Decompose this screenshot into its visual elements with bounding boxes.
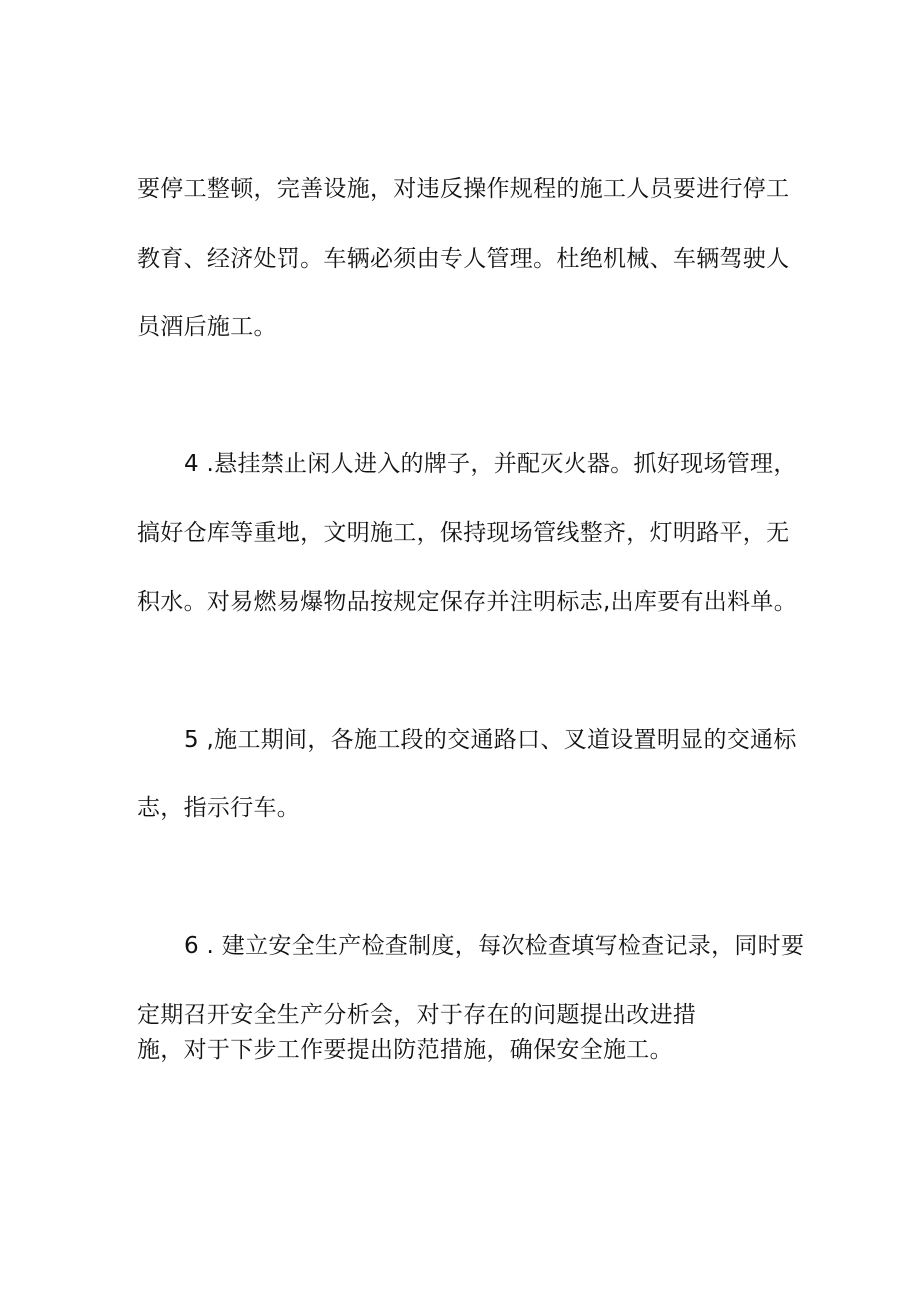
text-line: 施，对于下步工作要提出防范措施，确保安全施工。 — [137, 1037, 673, 1063]
text-line: 积水。对易燃易爆物品按规定保存并注明标志,出库要有出料单。 — [137, 589, 798, 615]
text-line: 要停工整顿，完善设施，对违反操作规程的施工人员要进行停工 — [137, 176, 790, 202]
text-line: 4 .悬挂禁止闲人进入的牌子，并配灭火器。抓好现场管理， — [184, 451, 797, 477]
text-line: 员酒后施工。 — [137, 314, 277, 340]
text-line: 搞好仓库等重地，文明施工，保持现场管线整齐，灯明路平，无 — [137, 520, 790, 546]
text-line: 志，指示行车。 — [137, 795, 301, 821]
text-line: 6 . 建立安全生产检查制度，每次检查填写检查记录，同时要 — [184, 933, 805, 959]
text-line: 教育、经济处罚。车辆必须由专人管理。杜绝机械、车辆驾驶人 — [137, 246, 790, 272]
text-line: 定期召开安全生产分析会，对于存在的问题提出改进措 — [137, 1002, 697, 1028]
text-line: 5 ,施工期间，各施工段的交通路口、叉道设置明显的交通标 — [184, 727, 797, 753]
